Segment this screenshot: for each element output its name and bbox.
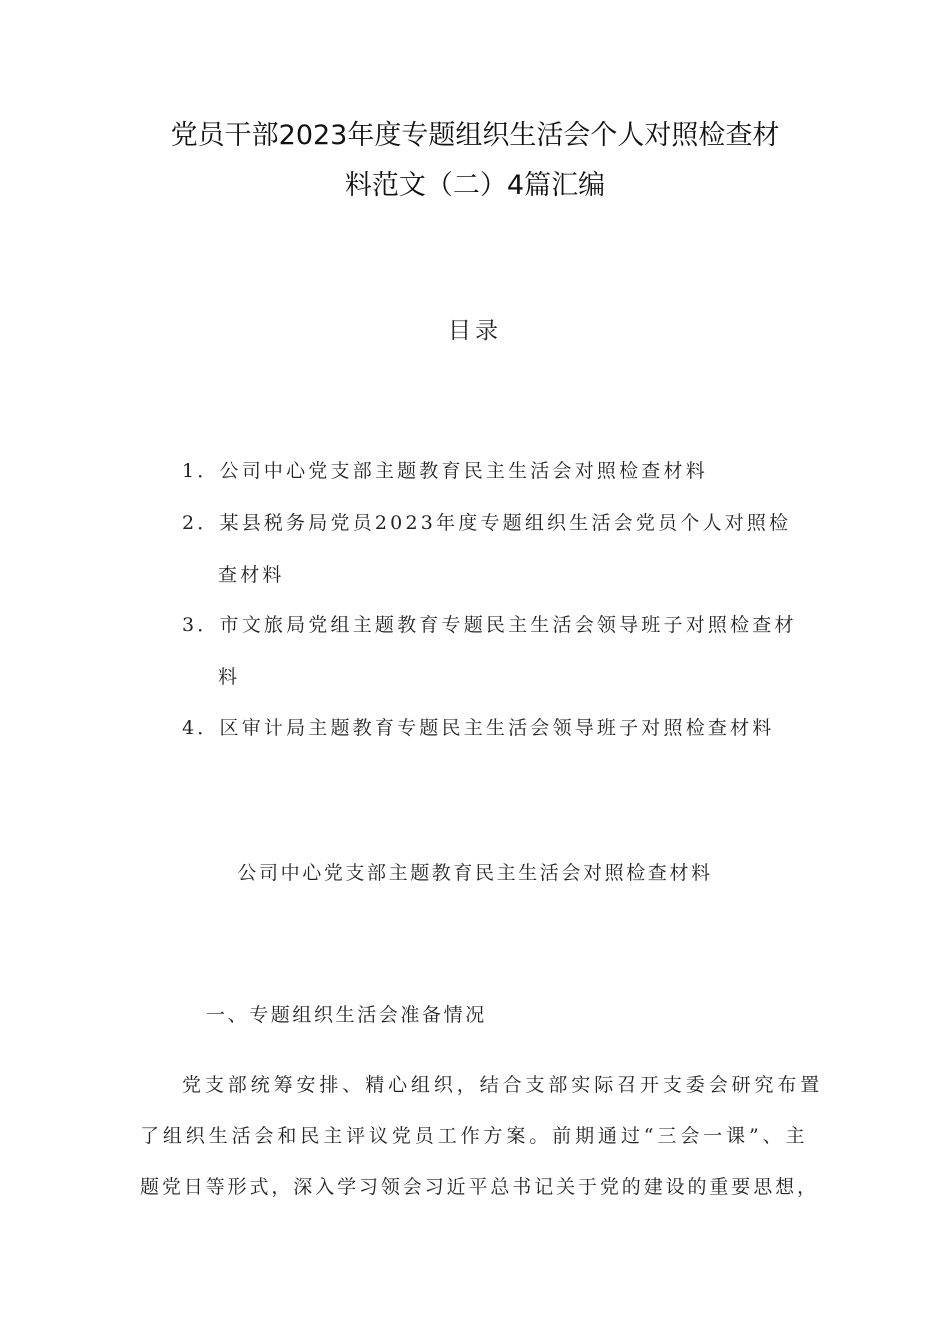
toc-item-3-continuation: 料: [218, 666, 241, 688]
document-title-line-1: 党员干部2023年度专题组织生活会个人对照检查材: [170, 120, 780, 151]
section-title: 公司中心党支部主题教育民主生活会对照检查材料: [237, 862, 713, 884]
paragraph-line-1: 党支部统筹安排、精心组织，结合支部实际召开支委会研究布置: [182, 1074, 824, 1096]
toc-item-3: 3．市文旅局党组主题教育专题民主生活会领导班子对照检查材: [182, 614, 797, 636]
document-title-line-2: 料范文（二）4篇汇编: [344, 170, 606, 201]
paragraph-line-2: 了组织生活会和民主评议党员工作方案。前期通过“三会一课”、主: [140, 1125, 809, 1147]
section-subheading: 一、专题组织生活会准备情况: [206, 1004, 487, 1026]
toc-heading: 目录: [448, 318, 502, 344]
paragraph-line-3: 题党日等形式，深入学习领会习近平总书记关于党的建设的重要思想，: [140, 1176, 819, 1198]
toc-item-2: 2．某县税务局党员2023年度专题组织生活会党员个人对照检: [182, 512, 792, 534]
toc-item-2-continuation: 查材料: [218, 564, 285, 586]
toc-item-4: 4．区审计局主题教育专题民主生活会领导班子对照检查材料: [182, 717, 775, 739]
toc-item-1: 1．公司中心党支部主题教育民主生活会对照检查材料: [182, 460, 708, 482]
